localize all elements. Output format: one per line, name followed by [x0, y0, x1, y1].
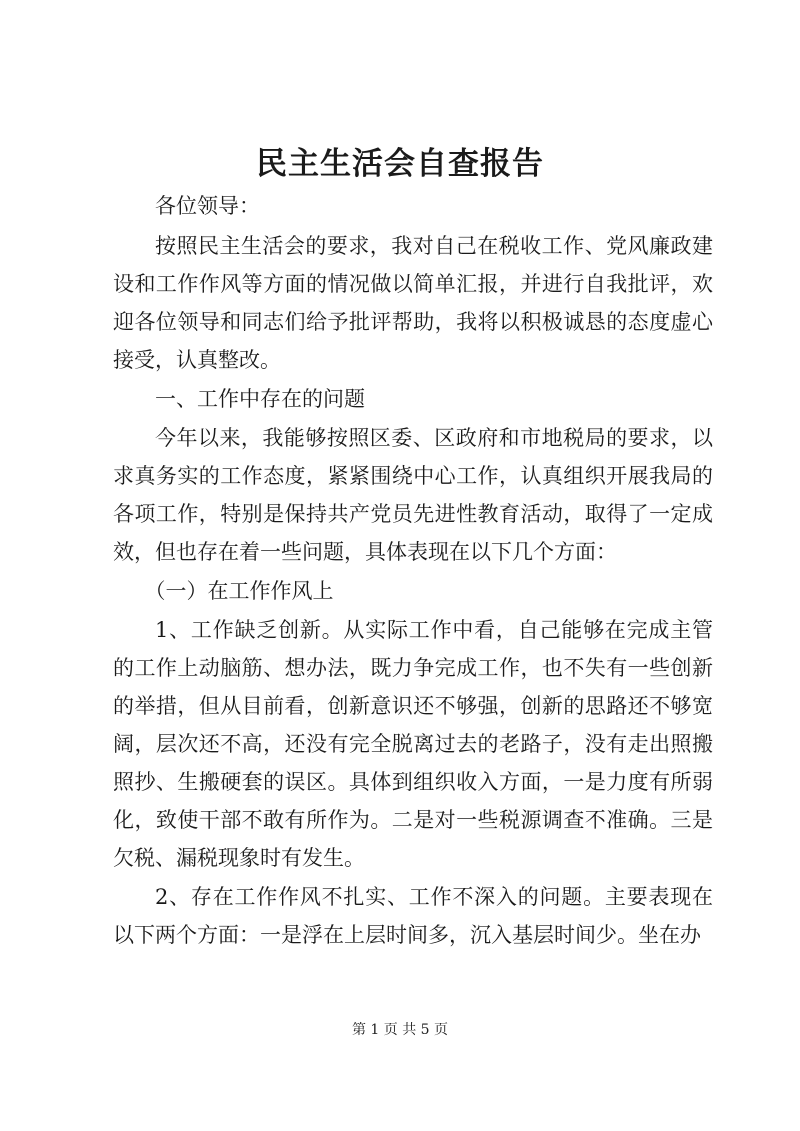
document-title: 民主生活会自查报告	[256, 146, 544, 182]
document-body	[113, 187, 713, 955]
paragraph-intro: 按照民主生活会的要求，我对自己在税收工作、党风廉政建设和工作作风等方面的情况做以简单汇报，并进行自我批评，欢迎各位领导和同志们给予批评帮助，我将以积极诚恳的态度虚心接受，认真整改。	[113, 234, 713, 372]
section-heading-problems: 一、工作中存在的问题	[155, 387, 365, 411]
paragraph-item-2: 2、存在工作作风不扎实、工作不深入的问题。主要表现在以下两个方面：一是浮在上层时间多，沉入基层时间少。坐在办	[113, 885, 713, 947]
salutation: 各位领导：	[155, 194, 260, 218]
page-number-footer: 第 1 页 共 5 页	[351, 1022, 449, 1038]
subsection-heading-work-style: （一）在工作作风上	[144, 579, 334, 603]
paragraph-overview: 今年以来，我能够按照区委、区政府和市地税局的要求，以求真务实的工作态度，紧紧围绕中心工作，认真组织开展我局的各项工作，特别是保持共产党员先进性教育活动，取得了一定成效，但也存在着一些问题，具体表现在以下几个方面：	[113, 426, 713, 564]
paragraph-item-1: 1、工作缺乏创新。从实际工作中看，自己能够在完成主管的工作上动脑筋、想办法，既力争完成工作，也不失有一些创新的举措，但从目前看，创新意识还不够强，创新的思路还不够宽阔，层次还不高，还没有完全脱离过去的老路子，没有走出照搬照抄、生搬硬套的误区。具体到组织收入方面，一是力度有所弱化，致使干部不敢有所作为。二是对一些税源调查不准确。三是欠税、漏税现象时有发生。	[113, 618, 713, 870]
